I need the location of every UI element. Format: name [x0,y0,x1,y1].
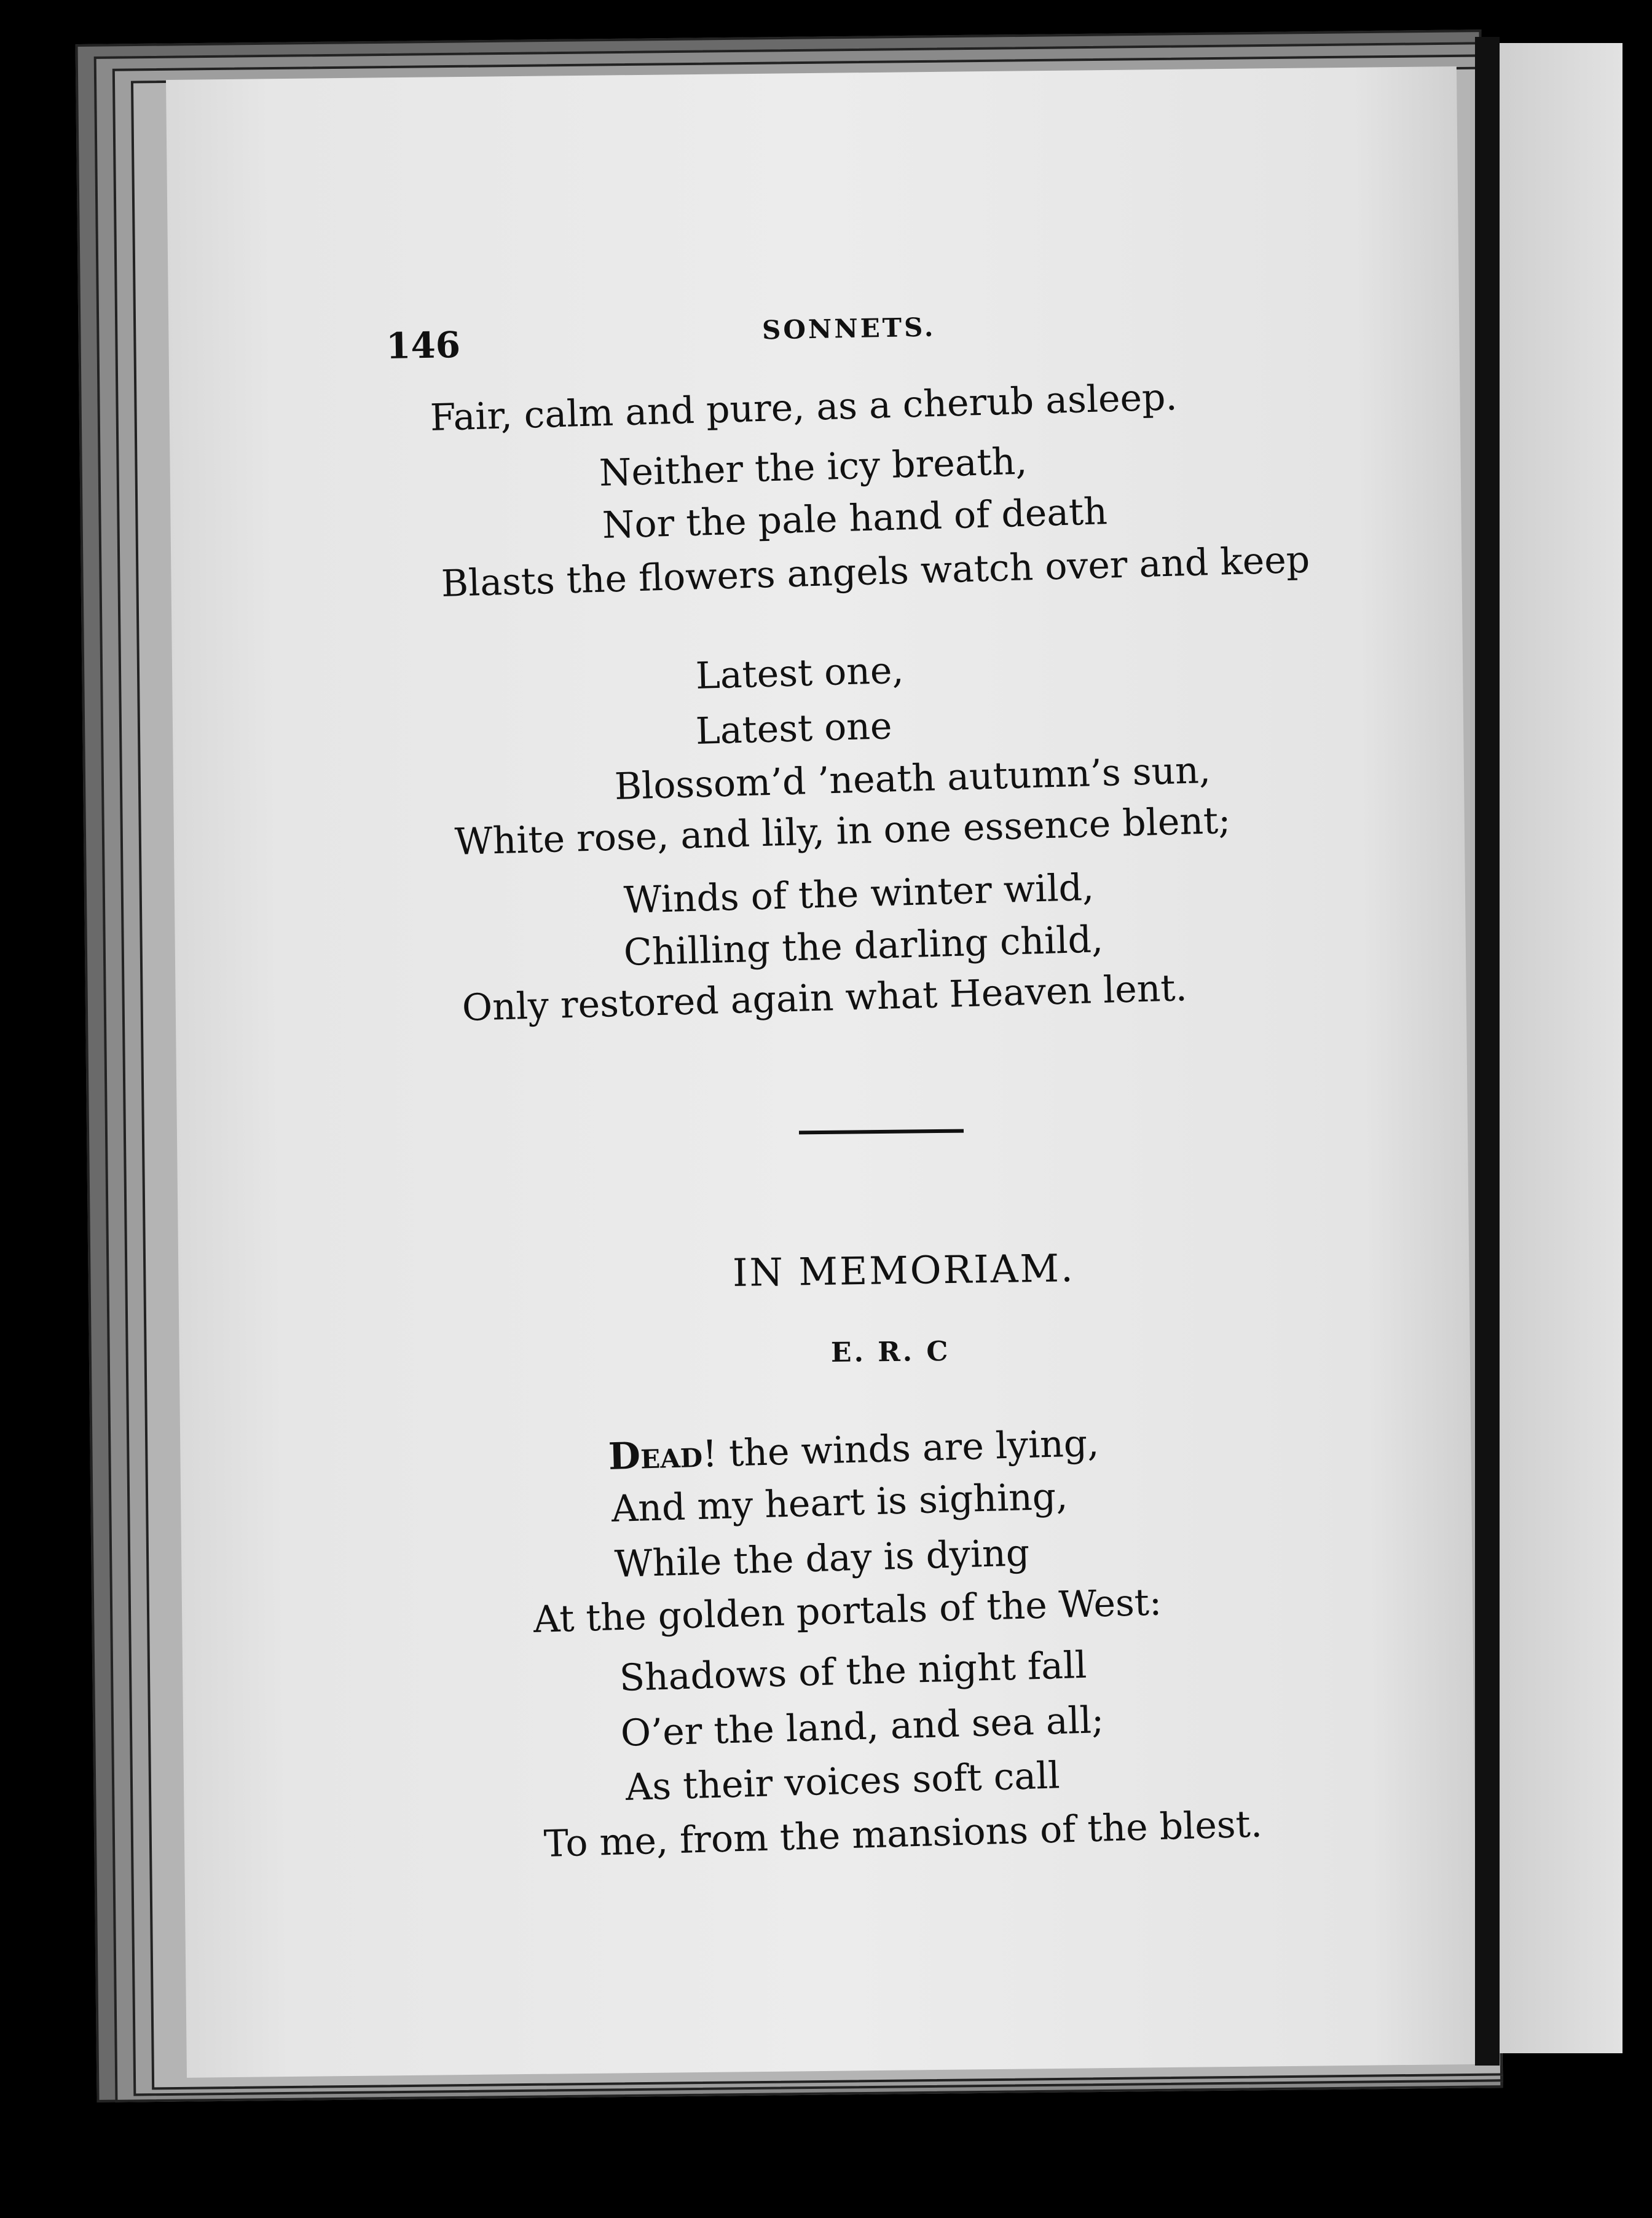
poem-line: Latest one [695,704,893,753]
poem-dedication: E. R. C [830,1335,951,1369]
poem-line-rest: ! the winds are lying, [702,1421,1100,1476]
poem-line: As their voices soft call [625,1754,1061,1809]
section-divider [799,1129,964,1135]
drop-word: Dead [608,1432,703,1478]
poem-line: White rose, and lily, in one essence blent; [454,799,1232,864]
poem-line: Shadows of the night fall [619,1643,1088,1700]
poem-line: Nor the pale hand of death [602,490,1108,547]
poem-line: O’er the land, and sea all; [620,1699,1105,1755]
poem-title: IN MEMORIAM. [732,1245,1076,1295]
poem-line: And my heart is sighing, [611,1475,1069,1531]
poem-line: Blasts the flowers angels watch over and keep [441,538,1311,606]
poem-line: While the day is dying [614,1531,1031,1586]
page-number: 146 [385,323,461,368]
poem-line: Fair, calm and pure, as a cherub asleep. [430,376,1178,440]
poem-line [608,1421,1100,1478]
poem-line: To me, from the mansions of the blest. [543,1802,1263,1866]
poem-line: Chilling the darling child, [623,918,1104,974]
poem-line: Only restored again what Heaven lent. [462,966,1188,1030]
poem-line: Winds of the winter wild, [623,866,1095,922]
poem-line: At the golden portals of the West: [533,1581,1163,1641]
running-title: SONNETS. [761,312,936,345]
poem-line: Blossom’d ’neath autumn’s sun, [614,748,1211,808]
poem-line: Latest one, [695,649,905,698]
poem-line: Neither the icy breath, [599,440,1028,495]
